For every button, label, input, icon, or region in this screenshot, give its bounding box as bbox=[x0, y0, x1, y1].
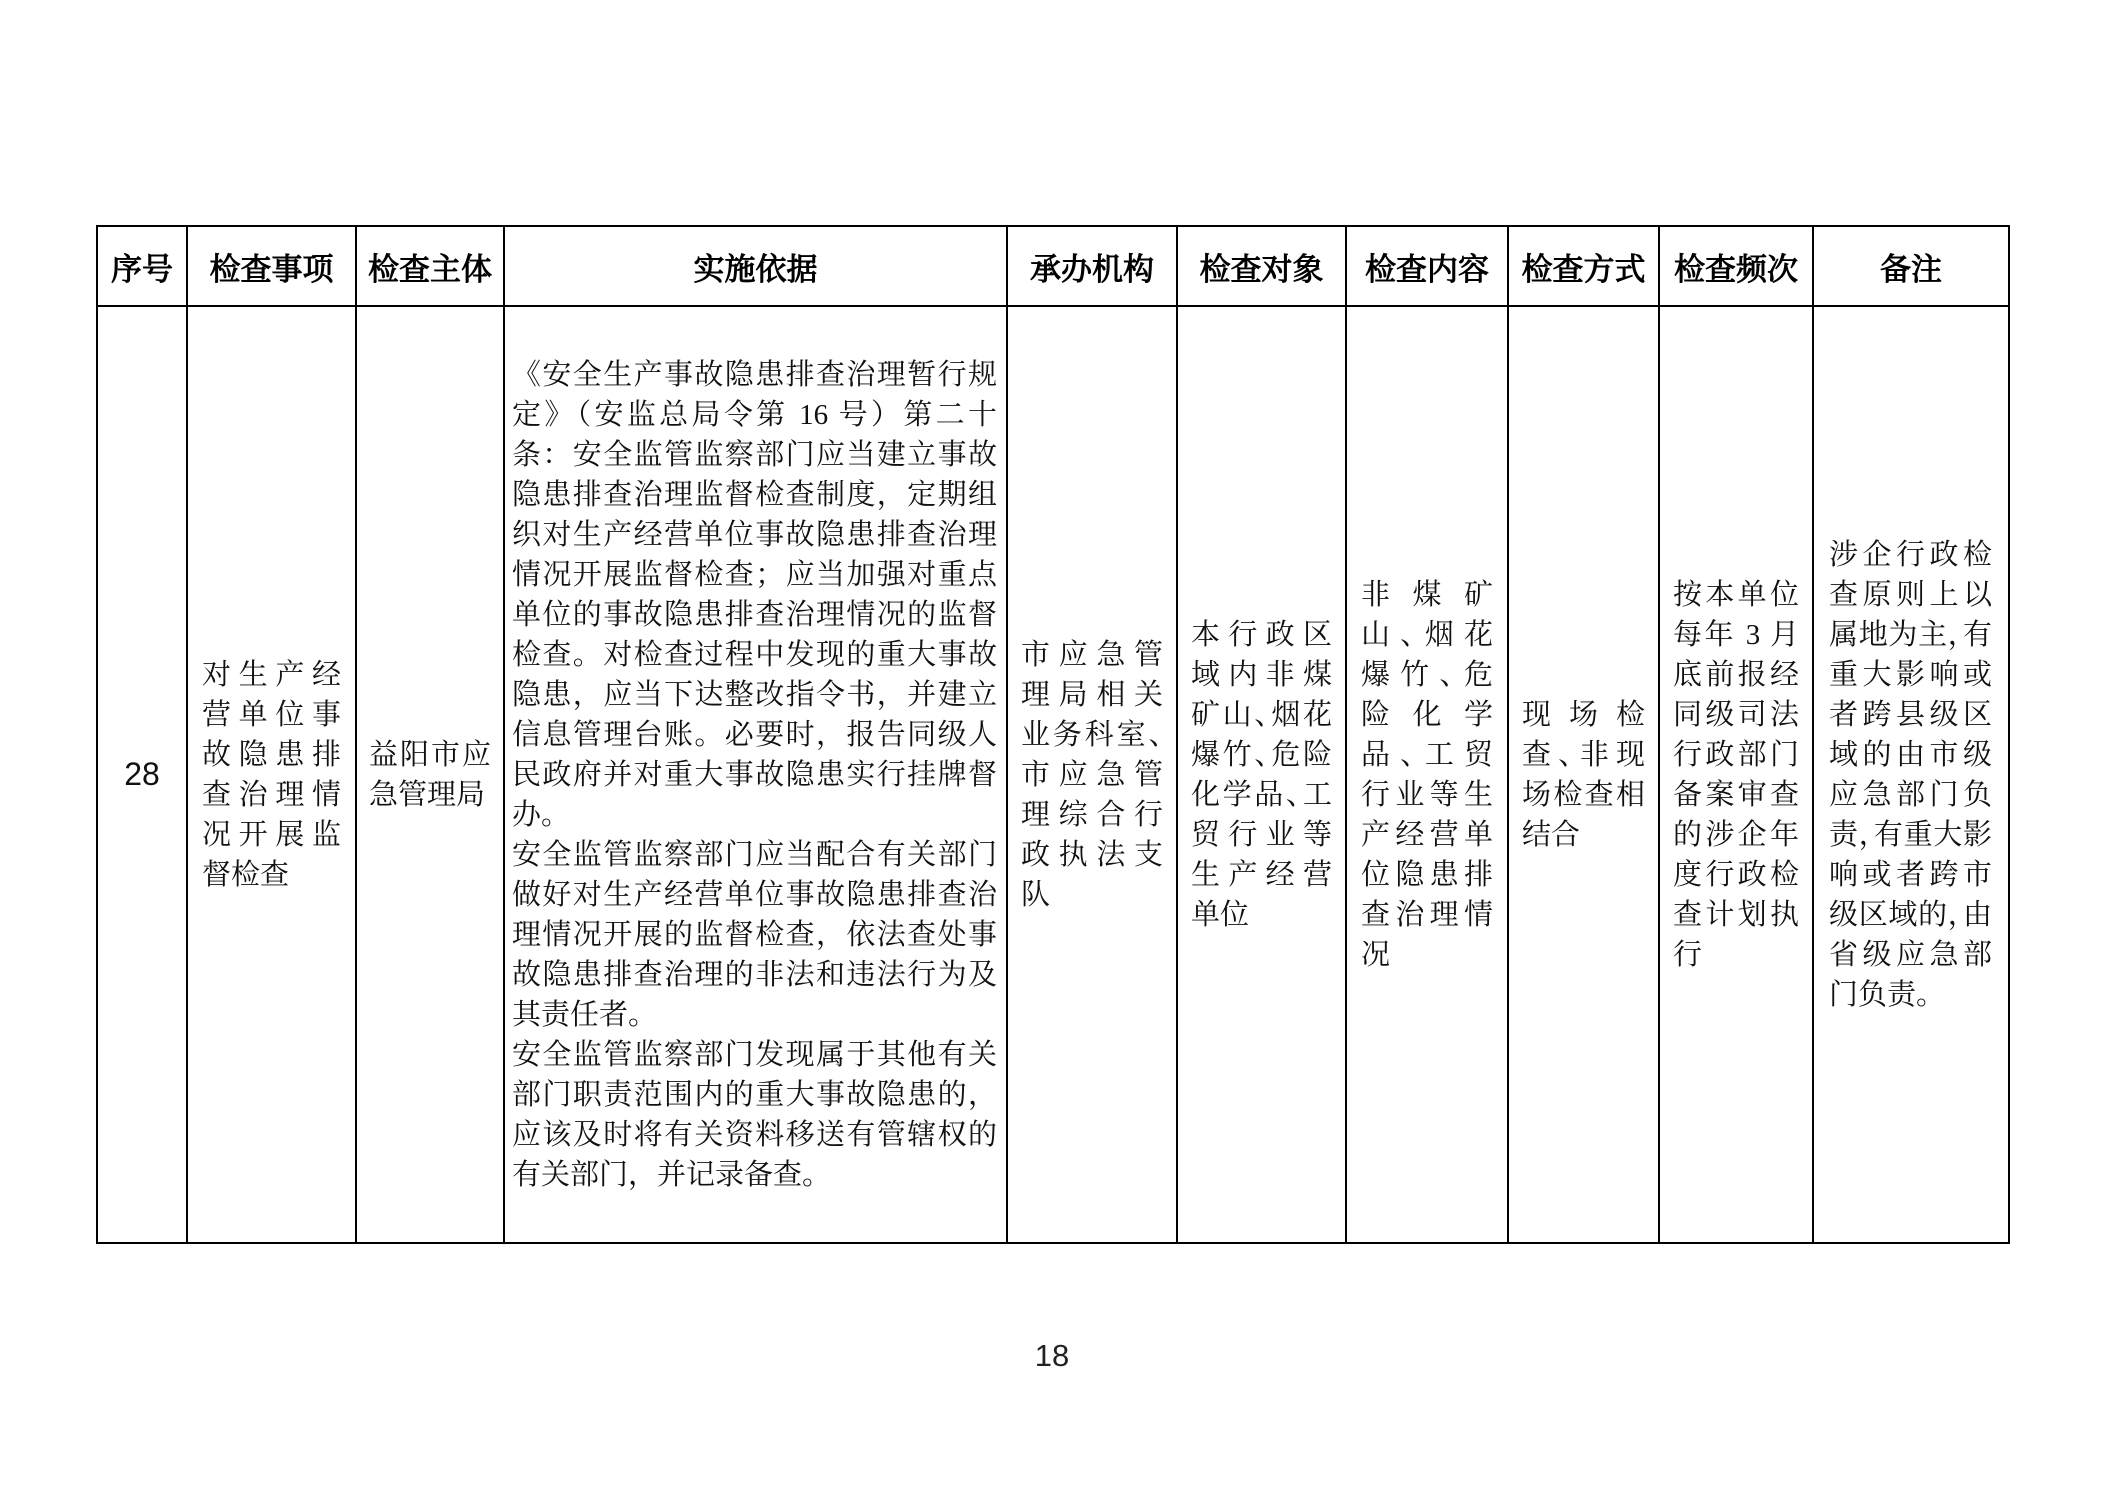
text-line: 者跨县级区 bbox=[1829, 698, 1992, 731]
cell-inspection-content bbox=[1346, 306, 1508, 1243]
text-line: 涉企行政检 bbox=[1829, 538, 1992, 571]
text-line: 险化学 bbox=[1361, 698, 1493, 731]
header-cell-method: 检查方式 bbox=[1508, 226, 1659, 306]
text-line: 度行政检 bbox=[1673, 858, 1799, 891]
implementation-basis-text bbox=[512, 355, 997, 1195]
header-cell-item: 检查事项 bbox=[187, 226, 356, 306]
table-row bbox=[97, 306, 2009, 1243]
text-line: 查治理情 bbox=[1361, 898, 1493, 931]
header-cell-subject: 检查主体 bbox=[356, 226, 504, 306]
cell-inspection-target bbox=[1177, 306, 1346, 1243]
paragraph: 安全监管监察部门应当配合有关部门做好对生产经营单位事故隐患排查治理情况开展的监督检查，依法查处事故隐患排查治理的非法和违法行为及其责任者。 bbox=[512, 838, 997, 1031]
text-line: 查原则上以 bbox=[1829, 578, 1992, 611]
text-line: 重大影响或 bbox=[1829, 658, 1992, 691]
text-line: 级区域的，由 bbox=[1829, 898, 1992, 931]
inspection-method-text bbox=[1522, 695, 1645, 855]
header-cell-target: 检查对象 bbox=[1177, 226, 1346, 306]
text-line: 理综合行 bbox=[1021, 798, 1163, 831]
cell-inspection-subject bbox=[356, 306, 504, 1243]
text-line: 域的由市级 bbox=[1829, 738, 1992, 771]
text-line: 益阳市应 bbox=[369, 738, 491, 771]
text-line: 理局相关 bbox=[1021, 678, 1163, 711]
text-line: 山、烟花 bbox=[1361, 618, 1493, 651]
text-line: 底前报经 bbox=[1673, 658, 1799, 691]
text-line: 备案审查 bbox=[1673, 778, 1799, 811]
cell-inspection-frequency bbox=[1659, 306, 1813, 1243]
remarks-text bbox=[1829, 535, 1992, 1015]
text-line: 业务科室、 bbox=[1021, 718, 1163, 751]
text-line: 故隐患排 bbox=[202, 738, 341, 771]
cell-undertaking-agency bbox=[1007, 306, 1177, 1243]
text-line: 本行政区 bbox=[1191, 618, 1332, 651]
undertaking-agency-text bbox=[1021, 635, 1163, 915]
text-line: 营单位事 bbox=[202, 698, 341, 731]
text-line: 省级应急部 bbox=[1829, 938, 1992, 971]
header-cell-content: 检查内容 bbox=[1346, 226, 1508, 306]
text-line: 对生产经 bbox=[202, 658, 341, 691]
paragraph: 《安全生产事故隐患排查治理暂行规定》（安监总局令第 16 号）第二十条：安全监管监察部门应当建立事故隐患排查治理监督检查制度，定期组织对生产经营单位事故隐患排查治理情况开展监督检查；应当加强对重点单位的事故隐患排查治理情况的监督检查。对检查过程中发现的重大事故隐患，应当下达整改指令书，并建立信息管理台账。必要时，报告同级人民政府并对重大事故隐患实行挂牌督办。 bbox=[512, 358, 997, 831]
cell-remarks bbox=[1813, 306, 2009, 1243]
text-line: 生产经营 bbox=[1191, 858, 1332, 891]
text-line: 按本单位 bbox=[1673, 578, 1799, 611]
text-line: 现场检 bbox=[1522, 698, 1645, 731]
text-line: 市应急管 bbox=[1021, 758, 1163, 791]
text-line: 责，有重大影 bbox=[1829, 818, 1992, 851]
paragraph: 安全监管监察部门发现属于其他有关部门职责范围内的重大事故隐患的，应该及时将有关资料移送有管辖权的有关部门，并记录备查。 bbox=[512, 1038, 997, 1191]
text-line: 况开展监 bbox=[202, 818, 341, 851]
text-line: 结合 bbox=[1522, 818, 1581, 851]
text-line: 行业等生 bbox=[1361, 778, 1493, 811]
text-line: 品、工贸 bbox=[1361, 738, 1493, 771]
text-line: 查治理情 bbox=[202, 778, 341, 811]
text-line: 况 bbox=[1361, 938, 1391, 971]
text-line: 化学品、工 bbox=[1191, 778, 1332, 811]
text-line: 场检查相 bbox=[1522, 778, 1645, 811]
header-cell-agency: 承办机构 bbox=[1007, 226, 1177, 306]
text-line: 查、非现 bbox=[1522, 738, 1645, 771]
cell-serial-number: 28 bbox=[97, 306, 187, 1243]
header-cell-remarks: 备注 bbox=[1813, 226, 2009, 306]
inspection-content-text bbox=[1361, 575, 1493, 975]
text-line: 属地为主，有 bbox=[1829, 618, 1992, 651]
header-cell-serial: 序号 bbox=[97, 226, 187, 306]
inspection-item-text bbox=[202, 655, 341, 895]
text-line: 门负责。 bbox=[1829, 978, 1931, 1011]
header-cell-basis: 实施依据 bbox=[504, 226, 1007, 306]
inspection-frequency-text bbox=[1673, 575, 1799, 975]
text-line: 查计划执 bbox=[1673, 898, 1799, 931]
page-number: 18 bbox=[1034, 1338, 1070, 1373]
text-line: 爆竹、危 bbox=[1361, 658, 1493, 691]
inspection-table bbox=[96, 225, 2010, 1244]
text-line: 行政部门 bbox=[1673, 738, 1799, 771]
inspection-subject-text bbox=[369, 735, 491, 815]
text-line: 位隐患排 bbox=[1361, 858, 1493, 891]
text-line: 应急部门负 bbox=[1829, 778, 1992, 811]
inspection-target-text bbox=[1191, 615, 1332, 935]
text-line: 市应急管 bbox=[1021, 638, 1163, 671]
text-line: 督检查 bbox=[202, 858, 290, 891]
text-line: 产经营单 bbox=[1361, 818, 1493, 851]
text-line: 贸行业等 bbox=[1191, 818, 1332, 851]
cell-inspection-method bbox=[1508, 306, 1659, 1243]
text-line: 政执法支 bbox=[1021, 838, 1163, 871]
text-line: 域内非煤 bbox=[1191, 658, 1332, 691]
cell-implementation-basis bbox=[504, 306, 1007, 1243]
text-line: 急管理局 bbox=[369, 778, 486, 811]
text-line: 矿山、烟花 bbox=[1191, 698, 1332, 731]
text-line: 单位 bbox=[1191, 898, 1250, 931]
header-cell-frequency: 检查频次 bbox=[1659, 226, 1813, 306]
text-line: 队 bbox=[1021, 878, 1051, 911]
text-line: 行 bbox=[1673, 938, 1703, 971]
text-line: 同级司法 bbox=[1673, 698, 1799, 731]
text-line: 的涉企年 bbox=[1673, 818, 1799, 851]
header-row bbox=[97, 226, 2009, 306]
cell-inspection-item bbox=[187, 306, 356, 1243]
text-line: 每年 3 月 bbox=[1673, 618, 1799, 651]
text-line: 爆竹、危险 bbox=[1191, 738, 1332, 771]
text-line: 响或者跨市 bbox=[1829, 858, 1992, 891]
text-line: 非煤矿 bbox=[1361, 578, 1493, 611]
